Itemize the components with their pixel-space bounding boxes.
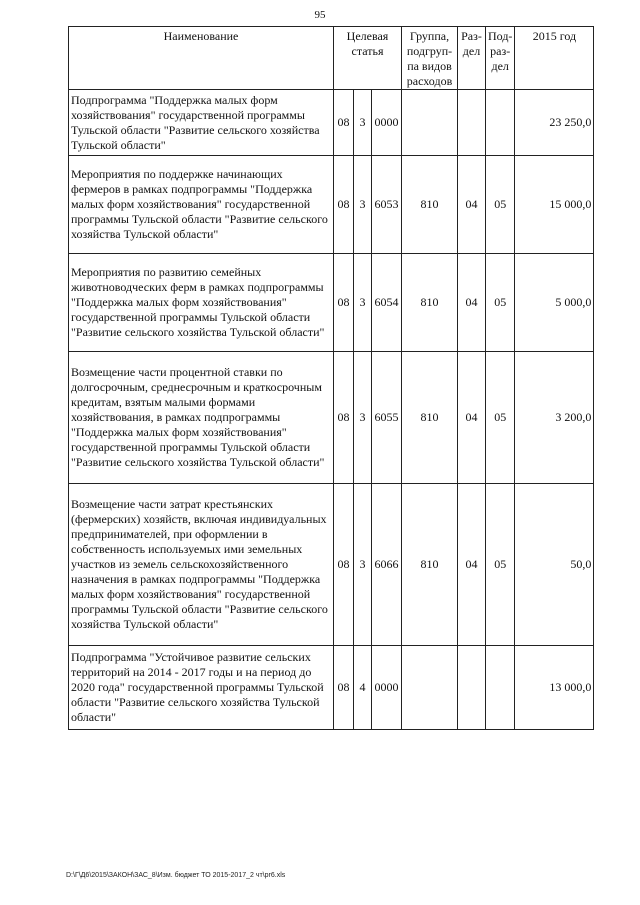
header-row	[69, 27, 594, 90]
row-section: 04	[458, 484, 486, 646]
row-subsection	[486, 646, 515, 730]
row-cs3: 6053	[372, 156, 402, 254]
row-name: Подпрограмма "Поддержка малых форм хозяйствования" государственной программы Тульской области "Развитие сельского хозяйства Тульской области"	[69, 90, 334, 156]
table-row	[69, 156, 594, 254]
row-cs3: 0000	[372, 646, 402, 730]
row-name: Подпрограмма "Устойчивое развитие сельских территорий на 2014 - 2017 годы и на период до 2020 года" государственной программы Тульской области "Развитие сельского хозяйства Тульской области"	[69, 646, 334, 730]
table-row	[69, 484, 594, 646]
row-name: Мероприятия по развитию семейных животноводческих ферм в рамках подпрограммы "Поддержка малых форм хозяйствования" государственной программы Тульской области "Развитие сельского хозяйства Тульской области"	[69, 254, 334, 352]
row-amount: 13 000,0	[515, 646, 594, 730]
row-cs1: 08	[334, 254, 354, 352]
row-cs3: 6055	[372, 352, 402, 484]
row-subsection: 05	[486, 352, 515, 484]
row-name: Возмещение части процентной ставки по долгосрочным, среднесрочным и краткосрочным кредитам, взятым малыми формами хозяйствования, в рамках подпрограммы "Поддержка малых форм хозяйствования" государственной программы Тульской области "Развитие сельского хозяйства Тульской области"	[69, 352, 334, 484]
row-subsection: 05	[486, 156, 515, 254]
row-cs1: 08	[334, 90, 354, 156]
table-row	[69, 352, 594, 484]
budget-table	[68, 26, 594, 730]
row-section	[458, 646, 486, 730]
row-subsection	[486, 90, 515, 156]
row-cs3: 6054	[372, 254, 402, 352]
row-group: 810	[402, 352, 458, 484]
row-group: 810	[402, 484, 458, 646]
row-cs2: 4	[354, 646, 372, 730]
row-amount: 3 200,0	[515, 352, 594, 484]
row-subsection: 05	[486, 254, 515, 352]
row-group: 810	[402, 156, 458, 254]
file-path-footer: D:\Г\Д6\2015\ЗАКОН\ЗАС_8\Изм. бюджет ТО 2015-2017_2 чт\рr6.xls	[66, 872, 286, 879]
row-amount: 15 000,0	[515, 156, 594, 254]
row-name: Возмещение части затрат крестьянских (фермерских) хозяйств, включая индивидуальных предпринимателей, при оформлении в собственность используемых ими земельных участков из земель сельскохозяйственного назначения в рамках подпрограммы "Поддержка малых форм хозяйствования" государственной программы Тульской области "Развитие сельского хозяйства Тульской области"	[69, 484, 334, 646]
row-cs2: 3	[354, 156, 372, 254]
header-amount: 2015 год	[515, 27, 594, 90]
row-section: 04	[458, 156, 486, 254]
row-group	[402, 90, 458, 156]
row-cs3: 6066	[372, 484, 402, 646]
header-section: Раз-дел	[458, 27, 486, 90]
row-group	[402, 646, 458, 730]
row-cs2: 3	[354, 90, 372, 156]
row-name: Мероприятия по поддержке начинающих фермеров в рамках подпрограммы "Поддержка малых форм хозяйствования" государственной программы Тульской области "Развитие сельского хозяйства Тульской области"	[69, 156, 334, 254]
row-section: 04	[458, 352, 486, 484]
table-row	[69, 90, 594, 156]
header-group: Группа, подгруп-па видов расходов	[402, 27, 458, 90]
row-cs2: 3	[354, 484, 372, 646]
header-name: Наименование	[69, 27, 334, 90]
page-number: 95	[314, 9, 326, 21]
row-cs2: 3	[354, 254, 372, 352]
row-cs3: 0000	[372, 90, 402, 156]
row-cs1: 08	[334, 352, 354, 484]
row-group: 810	[402, 254, 458, 352]
row-section	[458, 90, 486, 156]
row-subsection: 05	[486, 484, 515, 646]
row-amount: 23 250,0	[515, 90, 594, 156]
row-amount: 50,0	[515, 484, 594, 646]
row-cs1: 08	[334, 646, 354, 730]
header-target-article: Целевая статья	[334, 27, 402, 90]
row-section: 04	[458, 254, 486, 352]
header-subsection: Под-раз-дел	[486, 27, 515, 90]
row-amount: 5 000,0	[515, 254, 594, 352]
table-row	[69, 646, 594, 730]
row-cs1: 08	[334, 484, 354, 646]
table-row	[69, 254, 594, 352]
row-cs1: 08	[334, 156, 354, 254]
row-cs2: 3	[354, 352, 372, 484]
